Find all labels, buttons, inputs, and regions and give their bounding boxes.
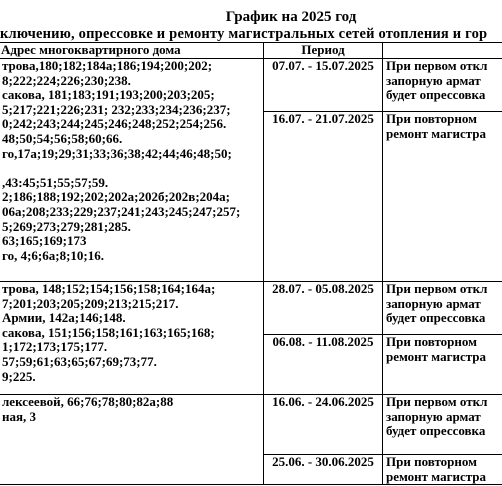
table-row bbox=[0, 282, 502, 335]
address-line: Армии, 142а;146;148. bbox=[2, 310, 126, 326]
note-line: При первом откл bbox=[386, 394, 488, 409]
note-line: ремонт магистра bbox=[386, 468, 487, 484]
address-line: 63;165;169;173 bbox=[2, 233, 87, 249]
note-line: При повторном bbox=[386, 111, 477, 126]
address-cell bbox=[0, 395, 264, 485]
header-address: Адрес многоквартирного дома bbox=[0, 43, 264, 59]
document-subtitle: ключению, опрессовке и ремонту магистральных сетей отопления и гор bbox=[0, 26, 488, 42]
address-line: сакова, 151;156;158;161;163;165;168; bbox=[2, 324, 215, 340]
note-line: При первом откл bbox=[386, 58, 488, 73]
period-cell: 07.07. - 15.07.2025 bbox=[264, 59, 383, 112]
note-line: будет опрессовка bbox=[386, 310, 486, 326]
address-line: лексеевой, 66;76;78;80;82а;88 bbox=[2, 394, 174, 409]
address-line: сакова, 181;183;191;193;200;203;205; bbox=[2, 87, 215, 103]
note-line: запорную армат bbox=[386, 72, 481, 88]
note-line: При повторном bbox=[386, 454, 477, 469]
schedule-table bbox=[0, 42, 502, 485]
table-header-row bbox=[0, 43, 502, 59]
period-cell: 28.07. - 05.08.2025 bbox=[264, 282, 383, 335]
document-title: График на 2025 год bbox=[225, 9, 357, 25]
address-line: 06а;208;233;229;237;241;243;245;247;257; bbox=[2, 203, 241, 219]
note-cell bbox=[383, 335, 502, 395]
table-row bbox=[0, 59, 502, 112]
address-line: 5;217;221;226;231; 232;233;234;236;237; bbox=[2, 101, 231, 117]
address-line: трова, 148;152;154;156;158;164;164а; bbox=[2, 281, 216, 296]
note-line: ремонт магистра bbox=[386, 348, 487, 364]
address-cell bbox=[0, 59, 264, 282]
address-line: 1;172;173;175;177. bbox=[2, 339, 108, 355]
address-line: 48;50;54;56;58;60;66. bbox=[2, 130, 123, 146]
note-line: будет опрессовка bbox=[386, 87, 486, 103]
address-line: 0;242;243;244;245;246;248;252;254;256. bbox=[2, 116, 227, 132]
note-cell bbox=[383, 112, 502, 282]
table-body bbox=[0, 59, 502, 485]
note-cell bbox=[383, 59, 502, 112]
address-line: 7;201;203;205;209;213;215;217. bbox=[2, 295, 179, 311]
address-line: 2;186;188;192;202;202а;202б;202в;204а; bbox=[2, 189, 230, 205]
period-cell: 16.07. - 21.07.2025 bbox=[264, 112, 383, 282]
note-line: запорную армат bbox=[386, 408, 481, 424]
note-line: запорную армат bbox=[386, 295, 481, 311]
note-cell bbox=[383, 395, 502, 455]
address-line: 8;222;224;226;230;238. bbox=[2, 72, 131, 88]
address-line: ,43:45;51;55;57;59. bbox=[2, 174, 109, 190]
address-line: го,17а;19;29;31;33;36;38;42;44;46;48;50; bbox=[2, 145, 232, 161]
note-line: При первом откл bbox=[386, 281, 488, 296]
note-line: При повторном bbox=[386, 334, 477, 349]
table-row bbox=[0, 395, 502, 455]
note-cell bbox=[383, 282, 502, 335]
header-period: Период bbox=[264, 43, 383, 59]
address-line bbox=[2, 161, 260, 176]
address-line: 5;269;273;279;281;285. bbox=[2, 218, 131, 234]
address-line: 9;225. bbox=[2, 368, 36, 384]
period-cell: 06.08. - 11.08.2025 bbox=[264, 335, 383, 395]
note-line: будет опрессовка bbox=[386, 423, 486, 439]
address-line: 57;59;61;63;65;67;69;73;77. bbox=[2, 353, 157, 369]
note-line: ремонт магистра bbox=[386, 125, 487, 141]
address-cell bbox=[0, 282, 264, 395]
address-line: ная, 3 bbox=[2, 408, 37, 424]
address-line: го, 4;6;6а;8;10;16. bbox=[2, 247, 104, 263]
address-line: трова,180;182;184а;186;194;200;202; bbox=[2, 58, 213, 73]
header-note bbox=[383, 43, 502, 59]
note-cell bbox=[383, 455, 502, 485]
period-cell: 16.06. - 24.06.2025 bbox=[264, 395, 383, 455]
period-cell: 25.06. - 30.06.2025 bbox=[264, 455, 383, 485]
